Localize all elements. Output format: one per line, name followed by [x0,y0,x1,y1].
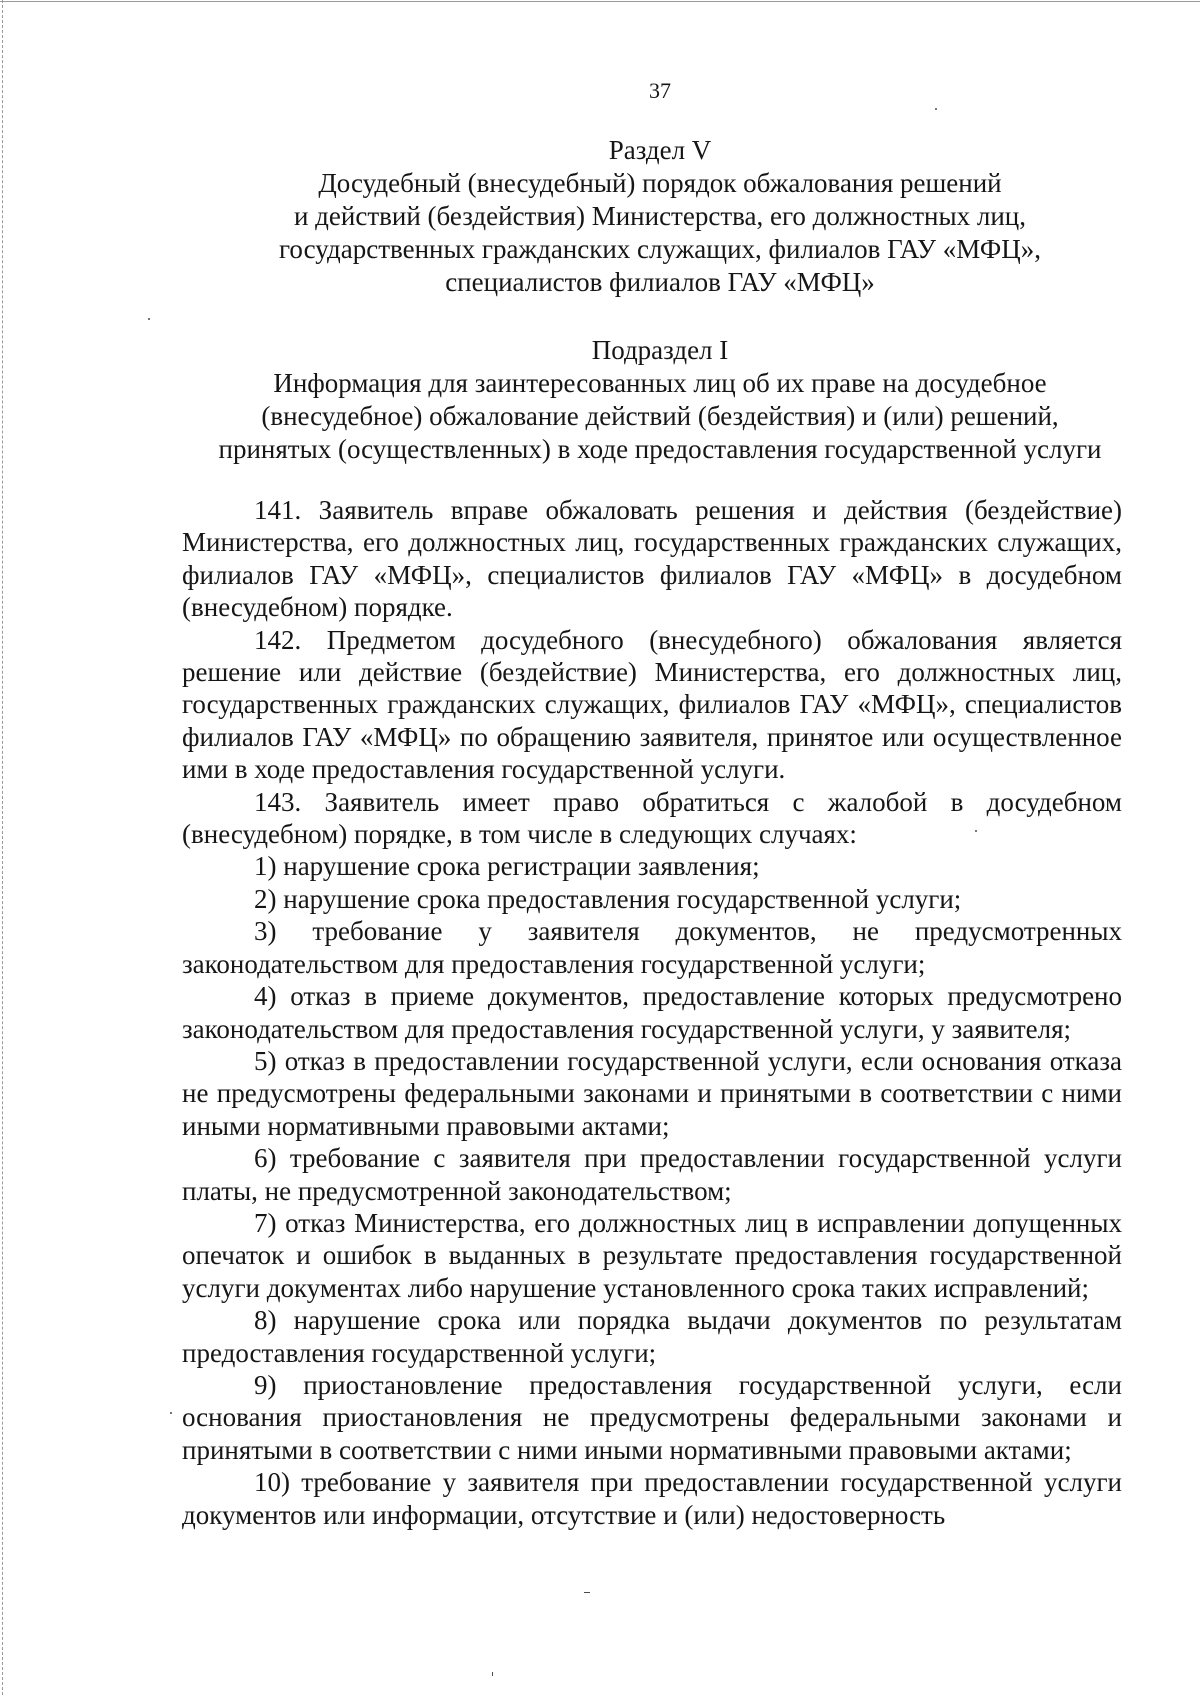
section-title-line: и действий (бездействия) Министерства, его должностных лиц, [293,201,1027,231]
subsection-title-line: принятых (осуществленных) в ходе предоставления государственной услуги [218,434,1102,464]
section-title-line: Досудебный (внесудебный) порядок обжалования решений [318,168,1002,198]
section-label: Раздел V [608,135,712,165]
list-item-8: 8) нарушение срока или порядка выдачи документов по результатам предоставления государственной услуги; [182,1305,1122,1368]
document-body [182,494,1122,1531]
subsection-heading [0,334,1200,466]
list-item-3: 3) требование у заявителя документов, не предусмотренных законодательством для предоставления государственной услуги; [182,916,1122,979]
list-item-6: 6) требование с заявителя при предоставлении государственной услуги платы, не предусмотренной законодательством; [182,1143,1122,1206]
paragraph-141: 141. Заявитель вправе обжаловать решения и действия (бездействие) Министерства, его должностных лиц, государственных гражданских служащих, филиалов ГАУ «МФЦ», специалистов филиалов ГАУ «МФЦ» в досудебном (внесудебном) порядке. [182,495,1122,623]
subsection-title-line: Информация для заинтересованных лиц об их праве на досудебное [273,368,1047,398]
list-item-4: 4) отказ в приеме документов, предоставление которых предусмотрено законодательством для предоставления государственной услуги, у заявителя; [182,981,1122,1044]
list-item-9: 9) приостановление предоставления государственной услуги, если основания приостановления не предусмотрены федеральными законами и принятыми в соответствии с ними иными нормативными правовыми актами; [182,1369,1122,1465]
scan-speck [492,1672,493,1676]
page-number: 37 [649,78,671,103]
scan-speck [148,318,150,320]
scan-top-edge [0,1,1200,2]
subsection-label: Подраздел I [591,335,729,365]
scan-speck [975,830,977,832]
scan-speck [170,1412,172,1414]
list-item-1: 1) нарушение срока регистрации заявления; [254,851,760,882]
subsection-title-line: (внесудебное) обжалование действий (бездействия) и (или) решений, [261,401,1059,431]
section-heading [0,134,1200,299]
paragraph-142: 142. Предметом досудебного (внесудебного) обжалования является решение или действие (бездействие) Министерства, его должностных лиц, государственных гражданских служащих, филиалов ГАУ «МФЦ», специалистов филиалов ГАУ «МФЦ» по обращению заявителя, принятое или осуществленное ими в ходе предоставления государственной услуги. [182,624,1122,785]
list-item-7: 7) отказ Министерства, его должностных лиц в исправлении допущенных опечаток и ошибок в выданных в результате предоставления государственной услуги документах либо нарушение установленного срока таких исправлений; [182,1207,1122,1303]
paragraph-143: 143. Заявитель имеет право обратиться с жалобой в досудебном (внесудебном) порядке, в том числе в следующих случаях: [182,786,1122,850]
scan-speck [935,108,937,110]
section-title-line: государственных гражданских служащих, филиалов ГАУ «МФЦ», [279,234,1041,264]
list-item-2: 2) нарушение срока предоставления государственной услуги; [254,883,962,914]
scan-speck [584,1592,590,1593]
list-item-5: 5) отказ в предоставлении государственной услуги, если основания отказа не предусмотрены федеральными законами и принятыми в соответствии с ними иными нормативными правовыми актами; [182,1045,1122,1141]
list-item-10: 10) требование у заявителя при предоставлении государственной услуги документов или информации, отсутствие и (или) недостоверность [182,1467,1122,1530]
section-title-line: специалистов филиалов ГАУ «МФЦ» [445,267,875,297]
